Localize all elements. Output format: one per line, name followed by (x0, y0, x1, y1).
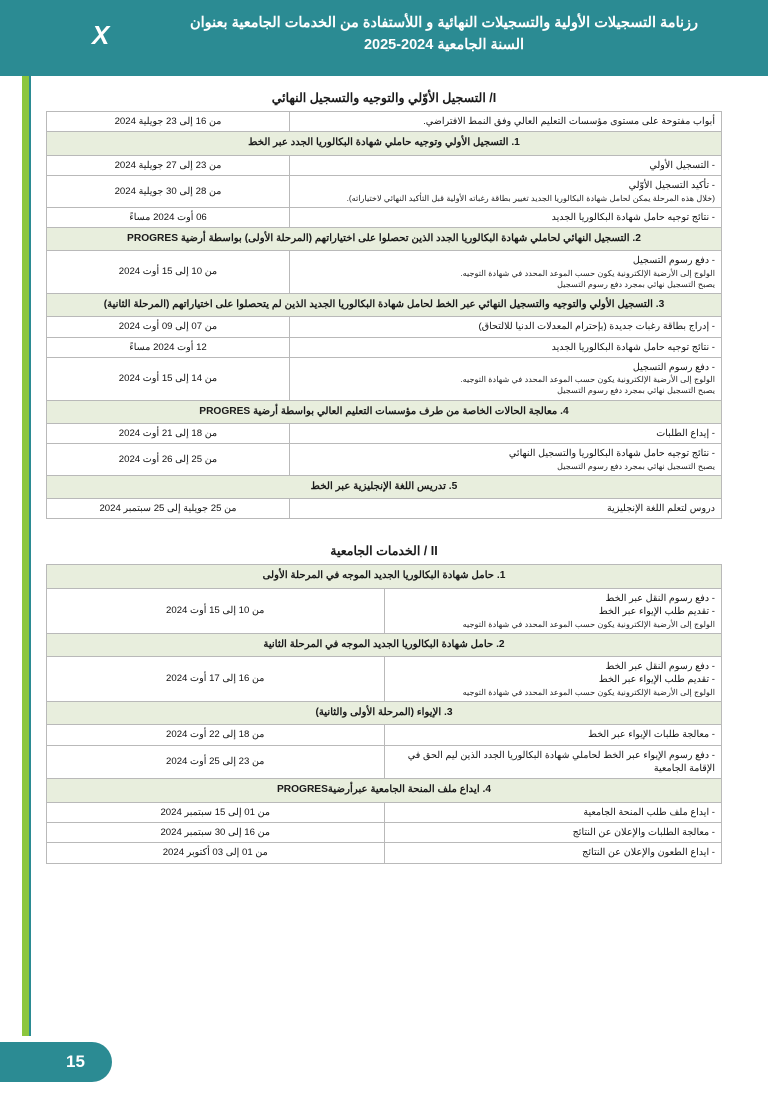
table-row (47, 207, 722, 227)
row-description (290, 317, 722, 337)
table-row (47, 588, 722, 633)
schedule-table (46, 111, 722, 519)
row-description (384, 588, 722, 633)
table-row (47, 112, 722, 132)
row-description (290, 499, 722, 519)
row-date: من 25 إلى 26 أوت 2024 (47, 444, 290, 475)
header-title (134, 12, 754, 57)
document-content (46, 86, 722, 866)
section-heading-text: الخدمات الجامعية (330, 544, 421, 559)
row-description-line: - تأكيد التسجيل الأوّلي (628, 180, 715, 192)
group-label: 2. حامل شهادة البكالوريا الجديد الموجه في المرحلة الثانية (47, 633, 722, 656)
row-description-line: - ايداع ملف طلب المنحة الجامعية (583, 806, 715, 818)
row-date: من 23 إلى 27 جويلية 2024 (47, 155, 290, 175)
row-date: من 28 إلى 30 جويلية 2024 (47, 176, 290, 207)
group-label: 3. التسجيل الأولي والتوجيه والتسجيل النهائي عبر الخط لحامل شهادة البكالوريا الجديد الذين لم يتحصلوا على اختياراتهم (المرحلة الثانية) (47, 293, 722, 316)
table-row (47, 725, 722, 745)
table-group-row (47, 565, 722, 588)
row-description-line-2: - تقديم طلب الإيواء عبر الخط (598, 674, 715, 686)
table-row (47, 444, 722, 475)
left-teal-rule (29, 76, 31, 1036)
row-description-line: - دفع رسوم الإيواء عبر الخط لحاملي شهادة البكالوريا الجدد الذين ليم الحق في الإقامة الجامعية (407, 749, 715, 774)
row-date: من 18 إلى 22 أوت 2024 (47, 725, 385, 745)
row-description-line: أبواب مفتوحة على مستوى مؤسسات التعليم العالي وفق النمط الافتراضي. (423, 116, 715, 127)
row-description (384, 823, 722, 843)
table-group-row (47, 293, 722, 316)
row-description-line: - نتائج توجيه حامل شهادة البكالوريا الجديد (551, 211, 715, 223)
table-group-row (47, 475, 722, 498)
table-row (47, 423, 722, 443)
header-title-line-1: رزنامة التسجيلات الأولية والتسجيلات النهائية و اللأستفادة من الخدمات الجامعية بعنوان (189, 15, 699, 31)
row-description (384, 745, 722, 779)
table-row (47, 176, 722, 207)
group-label: 4. ايداع ملف المنحة الجامعية عبرأرضيةPROGRES (47, 779, 722, 802)
row-note: الولوج إلى الأرضية الإلكترونية يكون حسب الموعد المحدد في شهادة التوجيه (462, 687, 715, 697)
table-row (47, 357, 722, 400)
left-green-rule (22, 76, 29, 1036)
row-description-line-2: - تقديم طلب الإيواء عبر الخط (598, 606, 715, 618)
row-description-line: - نتائج توجيه حامل شهادة البكالوريا الجديد (551, 341, 715, 353)
row-note: (خلال هذه المرحلة يمكن لحامل شهادة البكالوريا الجديد تغيير بطاقة رغباته الأولية قبل التأكيد النهائي لاختياراته). (346, 193, 715, 203)
row-description-line: - دفع رسوم التسجيل (632, 255, 715, 267)
row-note-2: يصبح التسجيل نهائي بمجرد دفع رسوم التسجيل (557, 386, 715, 396)
row-note-2: يصبح التسجيل نهائي بمجرد دفع رسوم التسجيل (557, 279, 715, 289)
row-date: من 01 إلى 15 سبتمبر 2024 (47, 802, 385, 822)
header-title-line-2: السنة الجامعية 2024-2025 (363, 37, 525, 54)
row-date: من 10 إلى 15 أوت 2024 (47, 251, 290, 294)
row-date: من 16 إلى 23 جويلية 2024 (47, 112, 290, 132)
row-description (384, 843, 722, 863)
table-row (47, 337, 722, 357)
row-date: من 16 إلى 30 سبتمبر 2024 (47, 823, 385, 843)
row-description-line: - إيداع الطلبات (656, 427, 715, 439)
row-date: من 01 إلى 03 أكتوبر 2024 (47, 843, 385, 863)
row-description (290, 357, 722, 400)
row-note: الولوج إلى الأرضية الإلكترونية يكون حسب الموعد المحدد في شهادة التوجيه (462, 619, 715, 629)
row-date: من 14 إلى 15 أوت 2024 (47, 357, 290, 400)
row-description (290, 155, 722, 175)
row-date: من 25 جويلية إلى 25 سبتمبر 2024 (47, 499, 290, 519)
page-footer (0, 1036, 768, 1096)
row-description-line: - التسجيل الأولي (649, 159, 715, 171)
row-date: من 16 إلى 17 أوت 2024 (47, 656, 385, 701)
row-note-2: يصبح التسجيل نهائي بمجرد دفع رسوم التسجيل (557, 461, 715, 471)
row-description-line: - نتائج توجيه حامل شهادة البكالوريا والتسجيل النهائي (508, 448, 715, 460)
page-number-tab (0, 1042, 112, 1082)
table-row (47, 499, 722, 519)
table-row (47, 745, 722, 779)
table-group-row (47, 779, 722, 802)
group-label: 1. حامل شهادة البكالوريا الجديد الموجه في المرحلة الأولى (47, 565, 722, 588)
group-label: 4. معالجة الحالات الخاصة من طرف مؤسسات التعليم العالي بواسطة أرضية PROGRES (47, 400, 722, 423)
table-row (47, 823, 722, 843)
row-date: 12 أوت 2024 مساءً (47, 337, 290, 357)
row-description (290, 176, 722, 207)
row-description (384, 802, 722, 822)
row-description-line: - دفع رسوم النقل عبر الخط (605, 592, 715, 604)
section-title (46, 543, 722, 558)
table-row (47, 317, 722, 337)
row-description-line: - دفع رسوم النقل عبر الخط (605, 660, 715, 672)
table-group-row (47, 228, 722, 251)
section-roman: II / (423, 544, 438, 559)
row-date: من 18 إلى 21 أوت 2024 (47, 423, 290, 443)
row-date: من 10 إلى 15 أوت 2024 (47, 588, 385, 633)
row-note: الولوج إلى الأرضية الإلكترونية يكون حسب الموعد المحدد في شهادة التوجيه. (460, 375, 715, 385)
row-description-line: - دفع رسوم التسجيل (632, 361, 715, 373)
table-group-row (47, 400, 722, 423)
table-row (47, 802, 722, 822)
row-description (384, 725, 722, 745)
table-row (47, 251, 722, 294)
table-group-row (47, 633, 722, 656)
row-description-line: - إدراج بطاقة رغبات جديدة (بإحترام المعدلات الدنيا للالتحاق) (478, 321, 715, 333)
group-label: 5. تدريس اللغة الإنجليزية عبر الخط (47, 475, 722, 498)
row-note: الولوج إلى الأرضية الإلكترونية يكون حسب الموعد المحدد في شهادة التوجيه. (460, 268, 715, 278)
table-row (47, 155, 722, 175)
table-row (47, 656, 722, 701)
row-date: 06 أوت 2024 مساءً (47, 207, 290, 227)
section-heading-text: التسجيل الأوّلي والتوجيه والتسجيل النهائي (271, 91, 486, 105)
section-gap (46, 521, 722, 539)
row-description (290, 251, 722, 294)
group-label: 2. التسجيل النهائي لحاملي شهادة البكالوريا الجدد الذين تحصلوا على اختياراتهم (المرحلة الأولى) بواسطة أرضية PROGRES (47, 228, 722, 251)
row-description (384, 656, 722, 701)
row-description-line: - معالجة الطلبات والإعلان عن النتائج (572, 827, 715, 839)
table-group-row (47, 701, 722, 724)
row-date: من 23 إلى 25 أوت 2024 (47, 745, 385, 779)
table-group-row (47, 132, 722, 155)
row-description (290, 337, 722, 357)
table-row (47, 843, 722, 863)
row-description (290, 112, 722, 132)
row-description-line: - معالجة طلبات الإيواء عبر الخط (588, 729, 715, 741)
schedule-table (46, 564, 722, 863)
sections-root (46, 90, 722, 864)
page-header (0, 0, 768, 76)
section-roman: I/ (489, 91, 497, 105)
row-description-line: - ايداع الطعون والإعلان عن النتائج (582, 847, 715, 859)
group-label: 3. الإيواء (المرحلة الأولى والثانية) (47, 701, 722, 724)
row-description-line: دروس لتعلم اللغة الإنجليزية (607, 503, 715, 514)
row-description (290, 444, 722, 475)
header-mark-x: X (92, 20, 110, 50)
group-label: 1. التسجيل الأولي وتوجيه حاملي شهادة البكالوريا الجدد عبر الخط (47, 132, 722, 155)
row-date: من 07 إلى 09 أوت 2024 (47, 317, 290, 337)
row-description (290, 207, 722, 227)
section-title (46, 90, 722, 105)
row-description (290, 423, 722, 443)
page-number: 15 (66, 1052, 85, 1071)
